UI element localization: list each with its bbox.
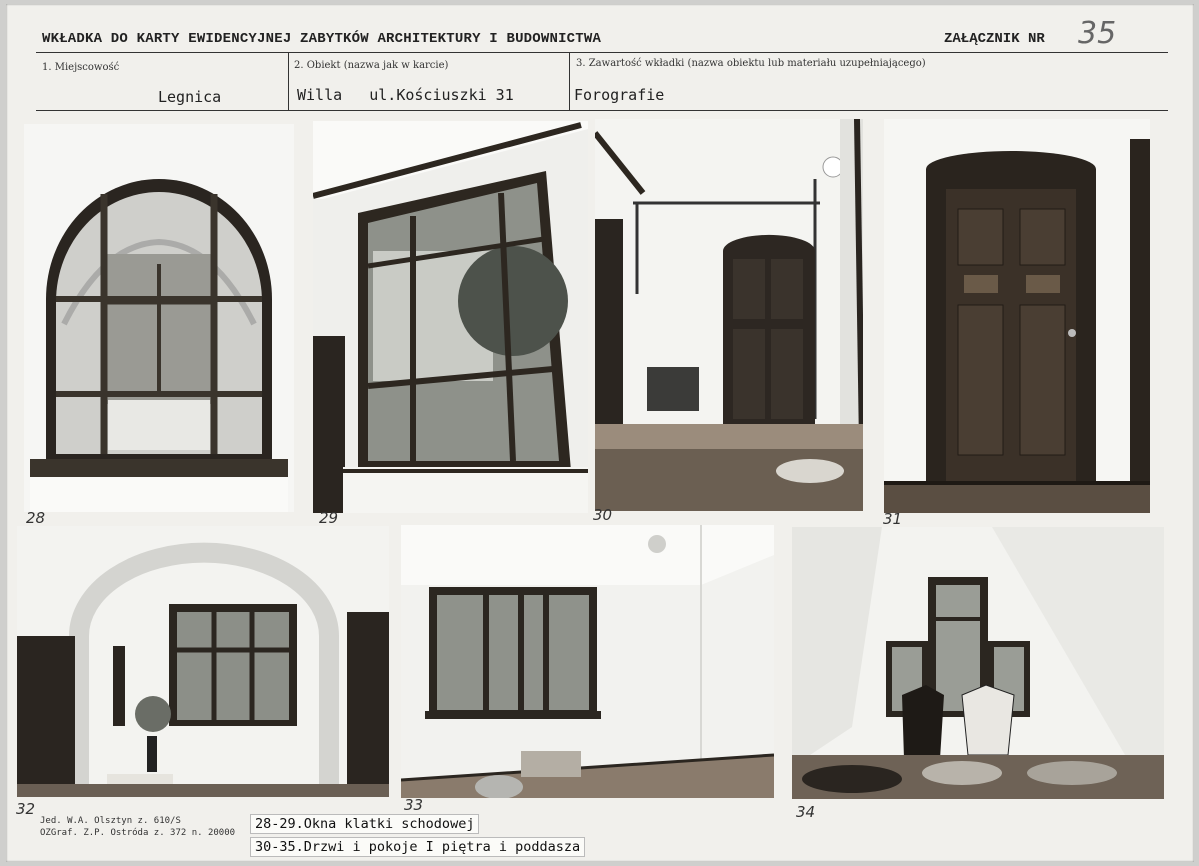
photo-number-33: 33: [404, 796, 424, 814]
field-value-content: Forografie: [574, 86, 665, 104]
photo-number-31: 31: [883, 510, 903, 528]
caption-line-2: 30-35.Drzwi i pokoje I piętra i poddasza: [250, 837, 585, 857]
photo-arched-room: [17, 526, 389, 797]
photo-attic-room: [792, 527, 1164, 799]
attachment-label: ZAŁĄCZNIK NR: [944, 31, 1045, 47]
printer-imprint-1: Jed. W.A. Olsztyn z. 610/S: [40, 816, 181, 826]
photo-panel-door: [884, 119, 1150, 513]
field-label-object: 2. Obiekt (nazwa jak w karcie): [294, 60, 449, 71]
photo-arched-window: [24, 124, 294, 512]
photo-number-30: 30: [593, 506, 613, 524]
record-card: [6, 4, 1194, 862]
field-divider-2: [569, 52, 570, 110]
field-label-content: 3. Zawartość wkładki (nazwa obiektu lub materiału uzupełniającego): [576, 58, 926, 69]
caption-line-1: 28-29.Okna klatki schodowej: [250, 814, 479, 834]
photo-number-28: 28: [26, 509, 46, 527]
printer-imprint-2: OZGraf. Z.P. Ostróda z. 372 n. 20000: [40, 828, 236, 838]
photo-number-34: 34: [796, 803, 816, 821]
photo-number-29: 29: [319, 509, 339, 527]
fields-rule: [36, 110, 1168, 111]
card-title: WKŁADKA DO KARTY EWIDENCYJNEJ ZABYTKÓW ARCHITEKTURY I BUDOWNICTWA: [42, 31, 602, 47]
photo-staircase-window: [313, 121, 588, 513]
photo-hallway-door: [595, 119, 863, 511]
field-label-location: 1. Miejscowość: [42, 62, 120, 73]
header-rule: [36, 52, 1168, 53]
photo-room-window: [401, 525, 774, 798]
field-divider-1: [288, 52, 289, 110]
field-value-location: Legnica: [158, 88, 222, 106]
field-value-object: Willa ul.Kościuszki 31: [297, 86, 514, 104]
attachment-number: 35: [1078, 16, 1117, 51]
photo-number-32: 32: [16, 800, 36, 818]
